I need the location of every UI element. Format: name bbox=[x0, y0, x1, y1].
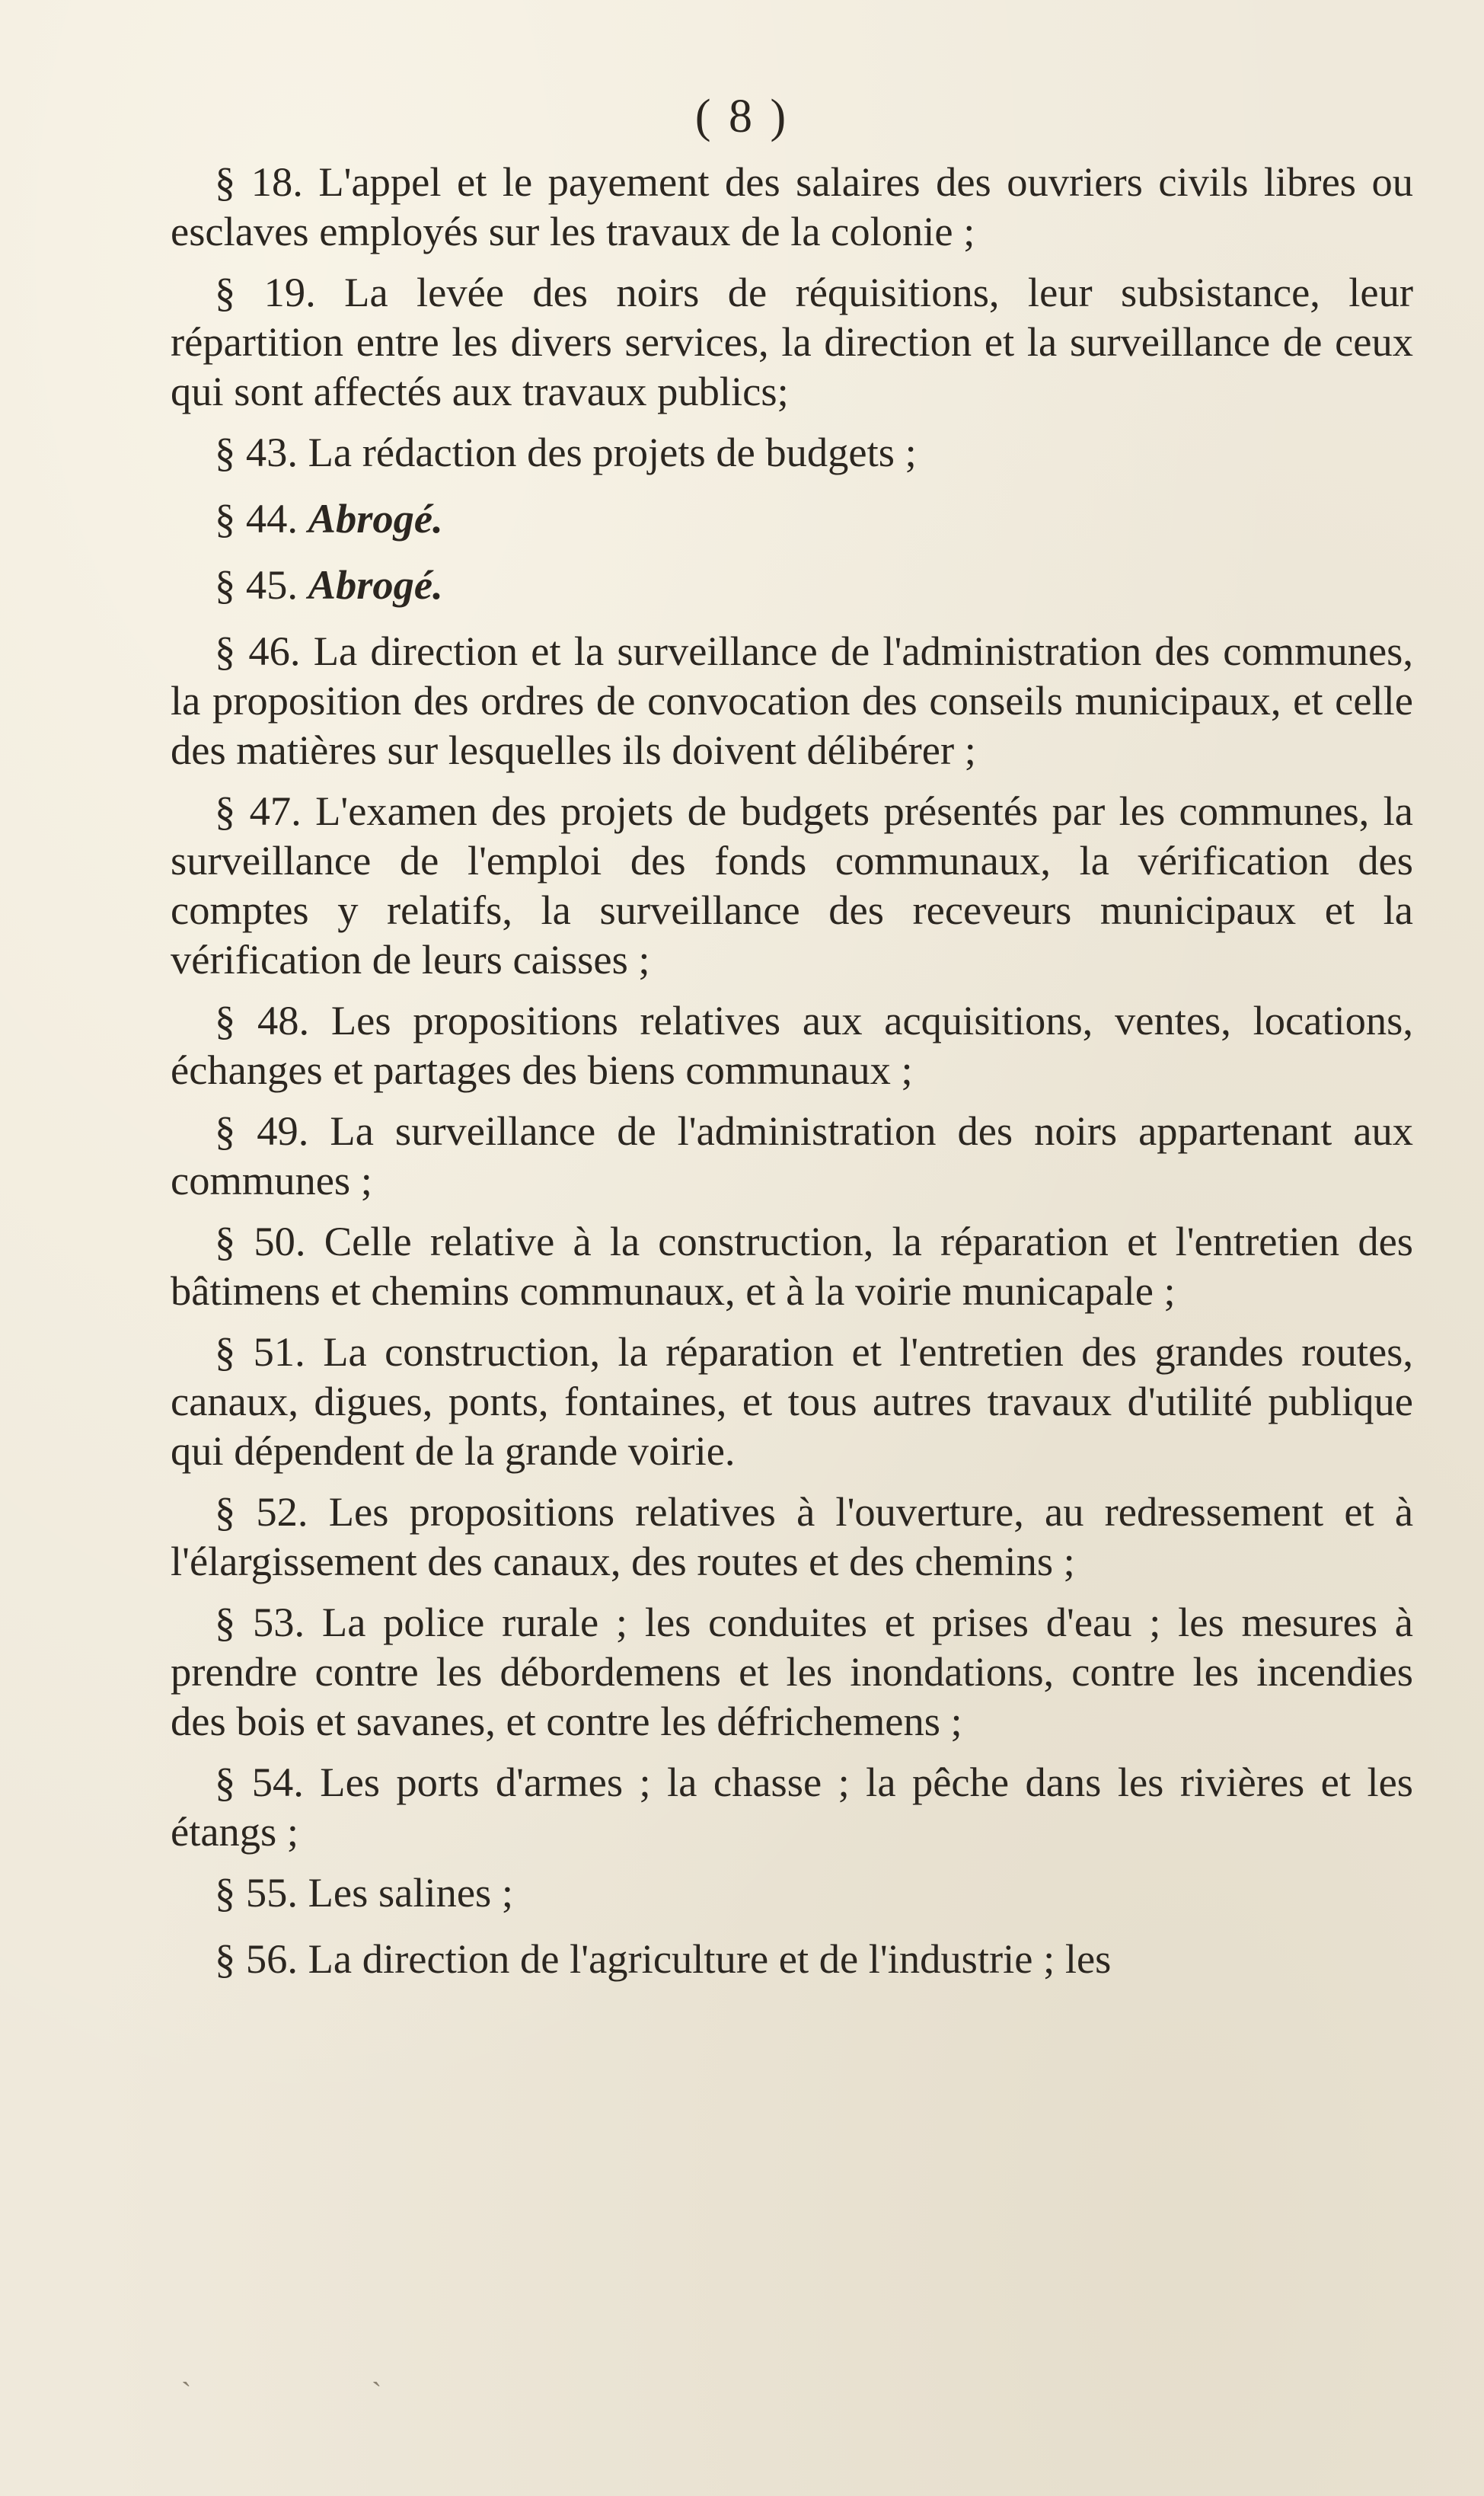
paragraph-51 bbox=[171, 1327, 1413, 1475]
paragraph-18 bbox=[171, 157, 1413, 256]
section-number: § 49. bbox=[215, 1107, 309, 1154]
section-number: § 55. bbox=[215, 1869, 298, 1916]
section-number: § 54. bbox=[215, 1759, 304, 1805]
paragraph-text: La police rurale ; les conduites et prises d'eau ; les mesures à prendre contre les débordemens et les inondations, contre les incendies des bois et savanes, et contre les défrichemens ; bbox=[171, 1599, 1413, 1744]
paragraph-48 bbox=[171, 996, 1413, 1095]
section-number: § 18. bbox=[215, 158, 303, 205]
paragraph-text: La levée des noirs de réquisitions, leur subsistance, leur répartition entre les divers services, la direction et la surveillance de ceux qui sont affectés aux travaux publics; bbox=[171, 269, 1414, 414]
paper-speck: ` bbox=[181, 2376, 192, 2410]
section-number: § 53. bbox=[215, 1599, 305, 1645]
paragraph-54 bbox=[171, 1757, 1413, 1856]
paragraph-text: La direction de l'agriculture et de l'industrie ; les bbox=[308, 1935, 1112, 1982]
paragraph-text: Abrogé. bbox=[308, 561, 443, 608]
paragraph-43 bbox=[171, 427, 1413, 477]
paragraph-text: La construction, la réparation et l'entretien des grandes routes, canaux, digues, ponts, fontaines, et tous autres travaux d'utilité publique qui dépendent de la grande voirie. bbox=[171, 1328, 1414, 1474]
paragraph-49 bbox=[171, 1106, 1413, 1205]
paragraph-53 bbox=[171, 1597, 1413, 1746]
paragraph-56 bbox=[171, 1934, 1413, 1983]
section-number: § 47. bbox=[215, 788, 302, 834]
paragraph-47 bbox=[171, 786, 1413, 984]
paragraph-text: Celle relative à la construction, la réparation et l'entretien des bâtimens et chemins communaux, et à la voirie municapale ; bbox=[171, 1218, 1413, 1314]
paragraph-text: La surveillance de l'administration des noirs appartenant aux communes ; bbox=[171, 1107, 1414, 1203]
paragraph-52 bbox=[171, 1487, 1413, 1586]
paragraph-50 bbox=[171, 1216, 1413, 1315]
paragraph-text: Les propositions relatives à l'ouverture, au redressement et à l'élargissement des canaux, des routes et des chemins ; bbox=[171, 1488, 1414, 1584]
paragraph-text: Les salines ; bbox=[308, 1869, 514, 1916]
section-number: § 44. bbox=[215, 495, 298, 542]
paragraph-text: Les propositions relatives aux acquisitions, ventes, locations, échanges et partages des biens communaux ; bbox=[171, 997, 1414, 1093]
page-number: ( 8 ) bbox=[694, 91, 790, 142]
section-number: § 56. bbox=[215, 1935, 298, 1982]
paragraph-55 bbox=[171, 1868, 1413, 1917]
paragraph-text: Abrogé. bbox=[308, 495, 443, 542]
text-block bbox=[171, 157, 1413, 2000]
section-number: § 51. bbox=[215, 1328, 305, 1375]
section-number: § 48. bbox=[215, 997, 310, 1043]
paragraph-45 bbox=[171, 560, 1413, 609]
section-number: § 45. bbox=[215, 561, 298, 608]
paragraph-text: Les ports d'armes ; la chasse ; la pêche dans les rivières et les étangs ; bbox=[171, 1759, 1414, 1855]
section-number: § 19. bbox=[215, 269, 316, 315]
section-number: § 52. bbox=[215, 1488, 308, 1535]
paragraph-text: La direction et la surveillance de l'administration des communes, la proposition des ordres de convocation des conseils municipaux, et celle des matières sur lesquelles ils doivent délibérer ; bbox=[171, 628, 1414, 773]
section-number: § 43. bbox=[215, 429, 298, 475]
paragraph-text: L'examen des projets de budgets présentés par les communes, la surveillance de l'emploi des fonds communaux, la vérification des comptes y relatifs, la surveillance des receveurs municipaux et la vérification de leurs caisses ; bbox=[171, 788, 1413, 983]
paragraph-text: L'appel et le payement des salaires des ouvriers civils libres ou esclaves employés sur les travaux de la colonie ; bbox=[171, 158, 1413, 254]
paper-speck: ` bbox=[372, 2376, 382, 2410]
paragraph-text: La rédaction des projets de budgets ; bbox=[308, 429, 917, 475]
section-number: § 50. bbox=[215, 1218, 306, 1264]
paragraph-44 bbox=[171, 494, 1413, 543]
section-number: § 46. bbox=[215, 628, 301, 674]
paragraph-46 bbox=[171, 626, 1413, 775]
paragraph-19 bbox=[171, 267, 1413, 416]
